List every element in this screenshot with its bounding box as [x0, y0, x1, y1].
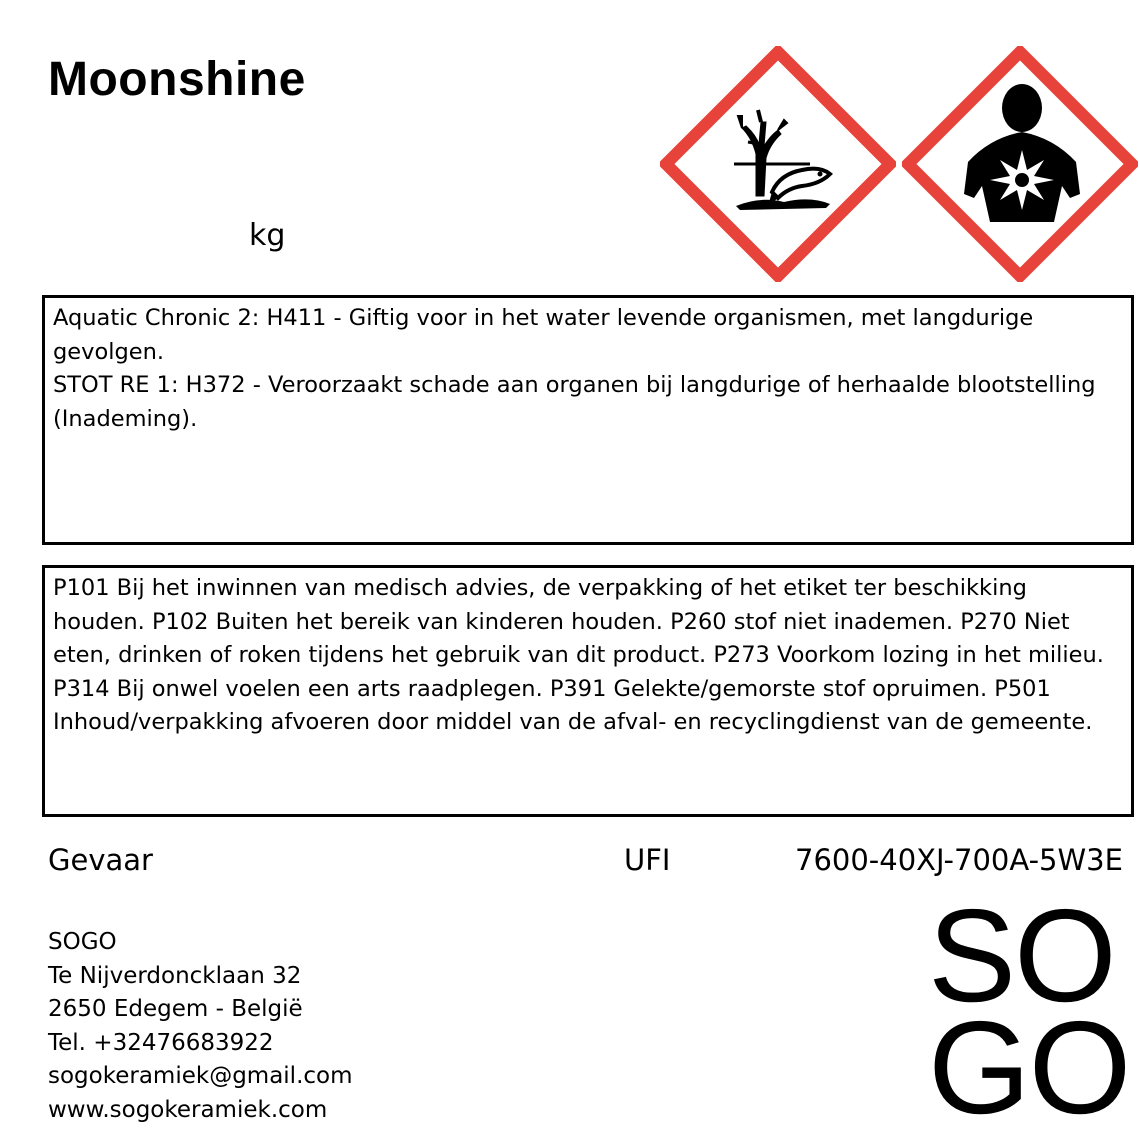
company-name: SOGO: [48, 929, 117, 955]
hazard-statements: Aquatic Chronic 2: H411 - Giftig voor in het water levende organismen, met langdurige gevolgen. STOT RE 1: H372 - Veroorzaakt schade aan organen bij langdurige of herhaalde blootstelling (Inademing).: [42, 295, 1134, 545]
quantity-unit: kg: [249, 218, 286, 253]
product-name: Moonshine: [48, 53, 306, 106]
signal-word: Gevaar: [48, 843, 153, 877]
company-phone: Tel. +32476683922: [48, 1029, 274, 1056]
ghs08-health-hazard-icon: [902, 46, 1138, 282]
company-email: sogokeramiek@gmail.com: [48, 1063, 353, 1089]
precautionary-statements: P101 Bij het inwinnen van medisch advies, de verpakking of het etiket ter beschikking houden. P102 Buiten het bereik van kinderen houden. P260 stof niet inademen. P270 Niet eten, drinken of roken tijdens het gebruik van dit product. P273 Voorkom lozing in het milieu. P314 Bij onwel voelen een arts raadplegen. P391 Gelekte/gemorste stof opruimen. P501 Inhoud/verpakking afvoeren door middel van de afval- en recyclingdienst van de gemeente.: [42, 565, 1134, 817]
logo-line-2: GO: [928, 994, 1130, 1141]
sogo-logo: [928, 882, 1130, 1141]
ufi-label: UFI: [624, 843, 671, 877]
logo-line-1: SO: [928, 882, 1115, 1029]
ufi-code: 7600-40XJ-700A-5W3E: [795, 843, 1123, 877]
ghs09-environment-icon: [660, 46, 896, 282]
company-website: www.sogokeramiek.com: [48, 1096, 328, 1123]
company-city: 2650 Edegem - België: [48, 996, 303, 1022]
company-address: [48, 926, 353, 1127]
company-street: Te Nijverdoncklaan 32: [48, 962, 302, 989]
